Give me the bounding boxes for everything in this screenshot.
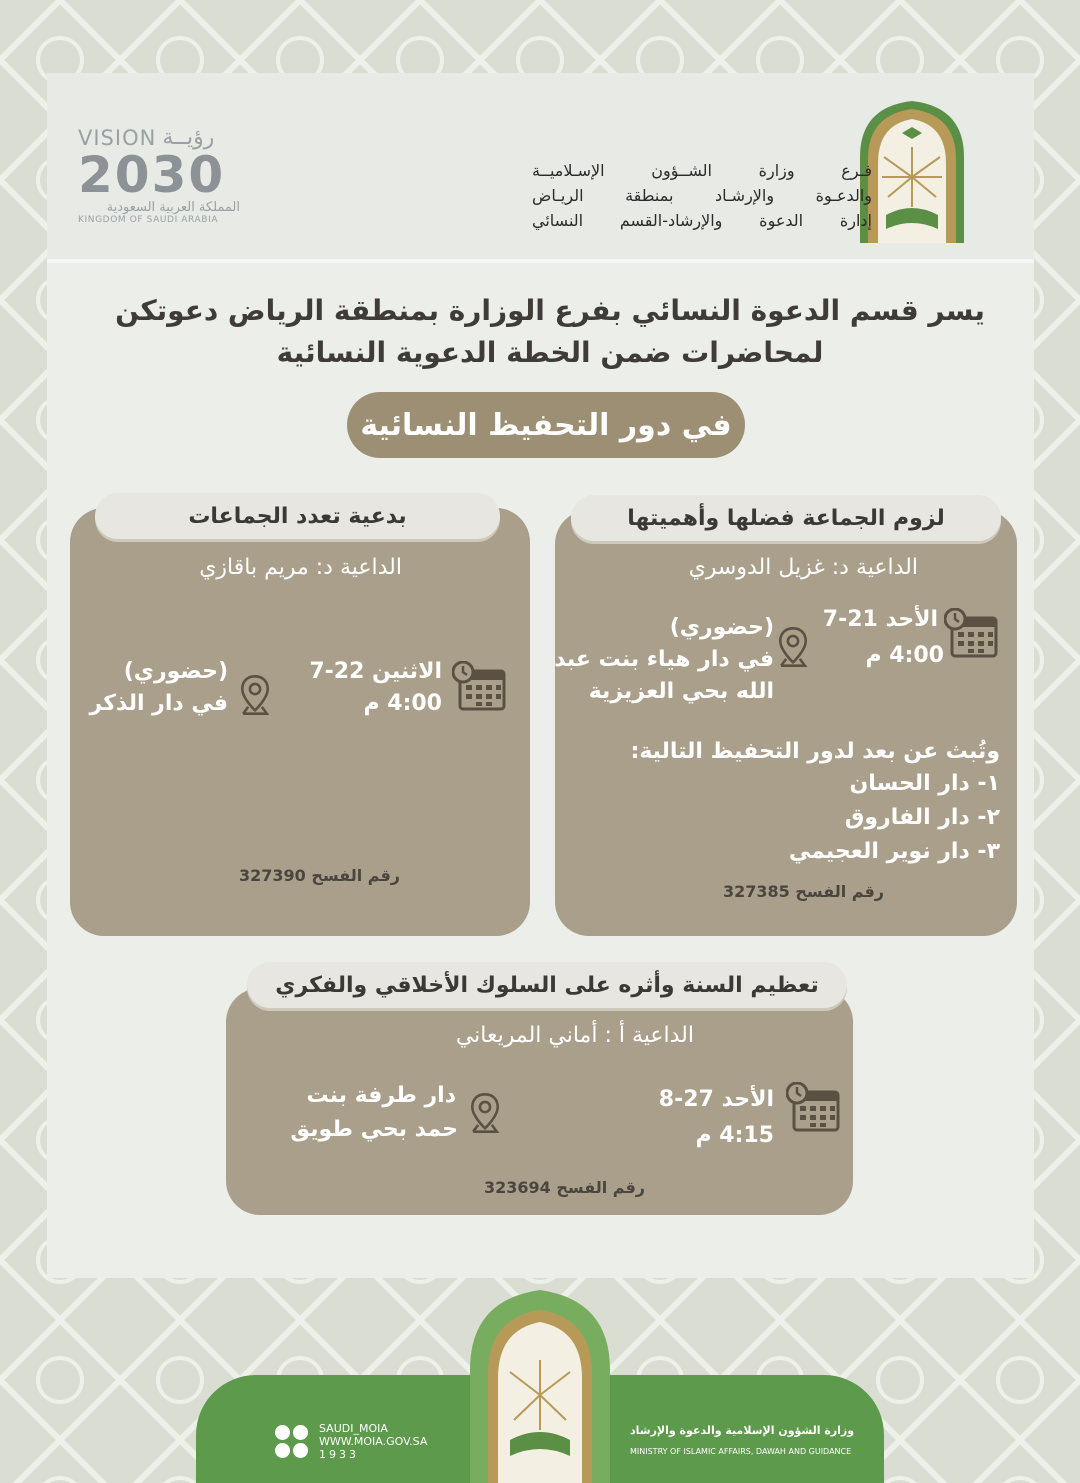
calendar-icon — [944, 608, 1000, 660]
vision-label-ar: رؤيــة — [162, 125, 215, 150]
lecture-1-location-2: الله بحي العزيزية — [588, 679, 774, 704]
lecture-2-room-label: رقم الفسح — [311, 866, 400, 885]
ministry-line-1: فـرع وزارة الشــؤون الإسـلاميــة — [532, 161, 872, 180]
vision-2030-logo — [78, 125, 248, 240]
vision-label-en: VISION — [78, 125, 157, 150]
ministry-line-3: إدارة الدعوة والإرشاد-القسم النسائي — [532, 211, 872, 230]
lecture-1-room — [723, 882, 884, 901]
lecture-1-room-label: رقم الفسح — [795, 882, 884, 901]
lecture-3-speaker: الداعية أ : أماني المريعاني — [455, 1023, 694, 1048]
location-pin-icon — [468, 1090, 502, 1136]
lecture-1-remote-heading: وتُبث عن بعد لدور التحفيظ التالية: — [630, 739, 1000, 764]
lecture-1-mode: (حضوري) — [669, 615, 774, 640]
footer-website[interactable]: WWW.MOIA.GOV.SA — [319, 1435, 428, 1448]
lecture-1-remote-1: ١- دار الحسان — [849, 771, 1000, 796]
lecture-2-date: الاثنين 22-7 — [309, 659, 442, 684]
instagram-icon[interactable] — [293, 1425, 308, 1440]
social-icons — [275, 1425, 313, 1458]
vision-kingdom-en: KINGDOM OF SAUDI ARABIA — [78, 215, 219, 225]
intro-line-1: يسر قسم الدعوة النسائي بفرع الوزارة بمنطقة الرياض دعوتكن — [115, 294, 985, 327]
calendar-icon — [452, 661, 508, 713]
lecture-3-room-label: رقم الفسح — [556, 1178, 645, 1197]
footer-contact — [275, 1422, 455, 1461]
lecture-3-room-number: 323694 — [484, 1178, 551, 1197]
footer-ministry-en: MINISTRY OF ISLAMIC AFFAIRS, DAWAH AND GUIDANCE — [630, 1447, 852, 1456]
lecture-3-location-1: دار طرفة بنت — [306, 1083, 456, 1108]
lecture-2-room-number: 327390 — [239, 866, 306, 885]
lecture-3-location-2: حمد بحي طويق — [290, 1117, 458, 1142]
footer-ministry-ar: وزارة الشؤون الإسلامية والدعوة والإرشاد — [630, 1424, 855, 1437]
location-pin-icon — [238, 672, 272, 718]
facebook-icon[interactable] — [293, 1443, 308, 1458]
lecture-3-time: 4:15 م — [695, 1123, 774, 1148]
lecture-1-speaker: الداعية د: غزيل الدوسري — [688, 555, 918, 580]
intro-text — [110, 290, 990, 374]
lecture-3-date: الأحد 27-8 — [658, 1087, 774, 1112]
lecture-2-speaker: الداعية د: مريم باقازي — [199, 555, 402, 580]
lecture-2-time: 4:00 م — [363, 691, 442, 716]
vision-number: 2030 — [78, 146, 226, 204]
lecture-2-title: بدعية تعدد الجماعات — [95, 493, 500, 539]
lecture-1-title: لزوم الجماعة فضلها وأهميتها — [571, 495, 1001, 541]
ministry-name — [532, 158, 872, 233]
lecture-1-remote-2: ٢- دار الفاروق — [844, 805, 1000, 830]
vision-kingdom-ar: المملكة العربية السعودية — [106, 200, 240, 215]
twitter-icon[interactable] — [275, 1425, 290, 1440]
lecture-1-time: 4:00 م — [865, 643, 944, 668]
footer-handle[interactable]: SAUDI_MOIA — [319, 1422, 388, 1435]
intro-line-2: لمحاضرات ضمن الخطة الدعوية النسائية — [276, 336, 824, 369]
footer-emblem-icon — [470, 1290, 610, 1483]
lecture-1-remote-3: ٣- دار نوير العجيمي — [788, 839, 1000, 864]
lecture-3-title: تعظيم السنة وأثره على السلوك الأخلاقي والفكري — [247, 962, 847, 1008]
lecture-1-date: الأحد 21-7 — [822, 607, 938, 632]
lecture-2-mode: (حضوري) — [123, 659, 228, 684]
lecture-1-room-number: 327385 — [723, 882, 790, 901]
lecture-1-location-1: في دار هياء بنت عبد — [554, 647, 774, 672]
ministry-line-2: والدعـوة والإرشـاد بمنطقة الريـاض — [532, 186, 872, 205]
lecture-3-room — [484, 1178, 645, 1197]
youtube-icon[interactable] — [275, 1443, 290, 1458]
footer-hotline: 1933 — [319, 1448, 359, 1461]
lecture-2-location-1: في دار الذكر — [89, 691, 228, 716]
location-pin-icon — [776, 624, 810, 670]
lecture-2-room — [239, 866, 400, 885]
calendar-icon — [786, 1082, 842, 1134]
venue-pill: في دور التحفيظ النسائية — [347, 392, 745, 458]
